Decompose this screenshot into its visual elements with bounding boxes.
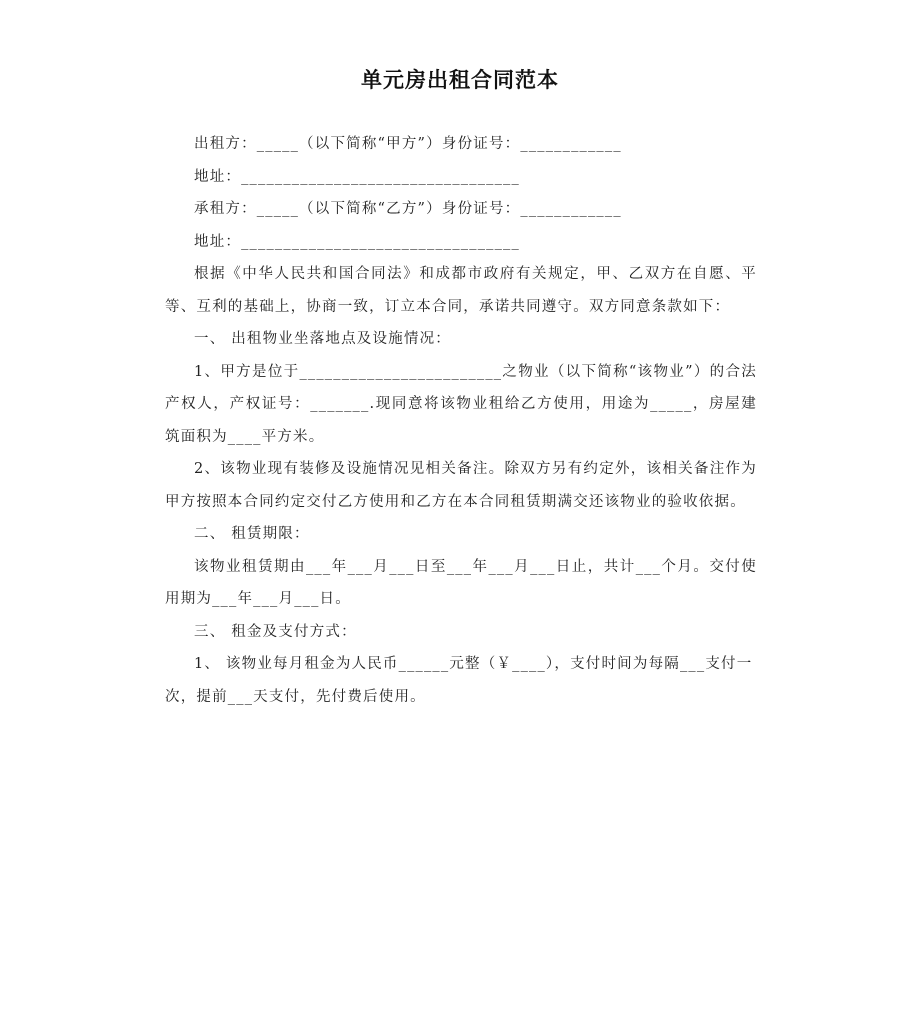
lessee-address-line: 地址：_________________________________ <box>194 233 520 250</box>
preamble-paragraph: 根据《中华人民共和国合同法》和成都市政府有关规定，甲、乙双方在自愿、平等、互利的基础上，协商一致，订立本合同，承诺共同遵守。双方同意条款如下： <box>165 266 757 315</box>
lessor-line: 出租方：_____（以下简称“甲方”）身份证号：____________ <box>194 136 622 152</box>
lessee-line: 承租方：_____（以下简称“乙方”）身份证号：____________ <box>194 201 622 217</box>
lessor-address-line: 地址：_________________________________ <box>194 168 520 185</box>
section-heading-1: 一、 出租物业坐落地点及设施情况： <box>194 331 452 347</box>
section-heading-2: 二、 租赁期限： <box>194 526 310 542</box>
document-title: 单元房出租合同范本 <box>361 68 559 92</box>
section-heading-3: 三、 租金及支付方式： <box>194 623 357 640</box>
document-body <box>165 128 757 713</box>
clause-3-1: 1、 该物业每月租金为人民币______元整（￥____），支付时间为每隔___支付一次，提前___天支付，先付费后使用。 <box>165 656 753 705</box>
clause-2-term: 该物业租赁期由___年___月___日至___年___月___日止，共计___个月。交付使用期为___年___月___日。 <box>165 558 757 607</box>
clause-1-1: 1、甲方是位于________________________之物业（以下简称“该物业”）的合法产权人，产权证号：_______.现同意将该物业租给乙方使用，用途为_____，房屋建筑面积为____平方米。 <box>165 363 757 445</box>
clause-1-2: 2、该物业现有装修及设施情况见相关备注。除双方另有约定外，该相关备注作为甲方按照本合同约定交付乙方使用和乙方在本合同租赁期满交还该物业的验收依据。 <box>165 461 757 510</box>
